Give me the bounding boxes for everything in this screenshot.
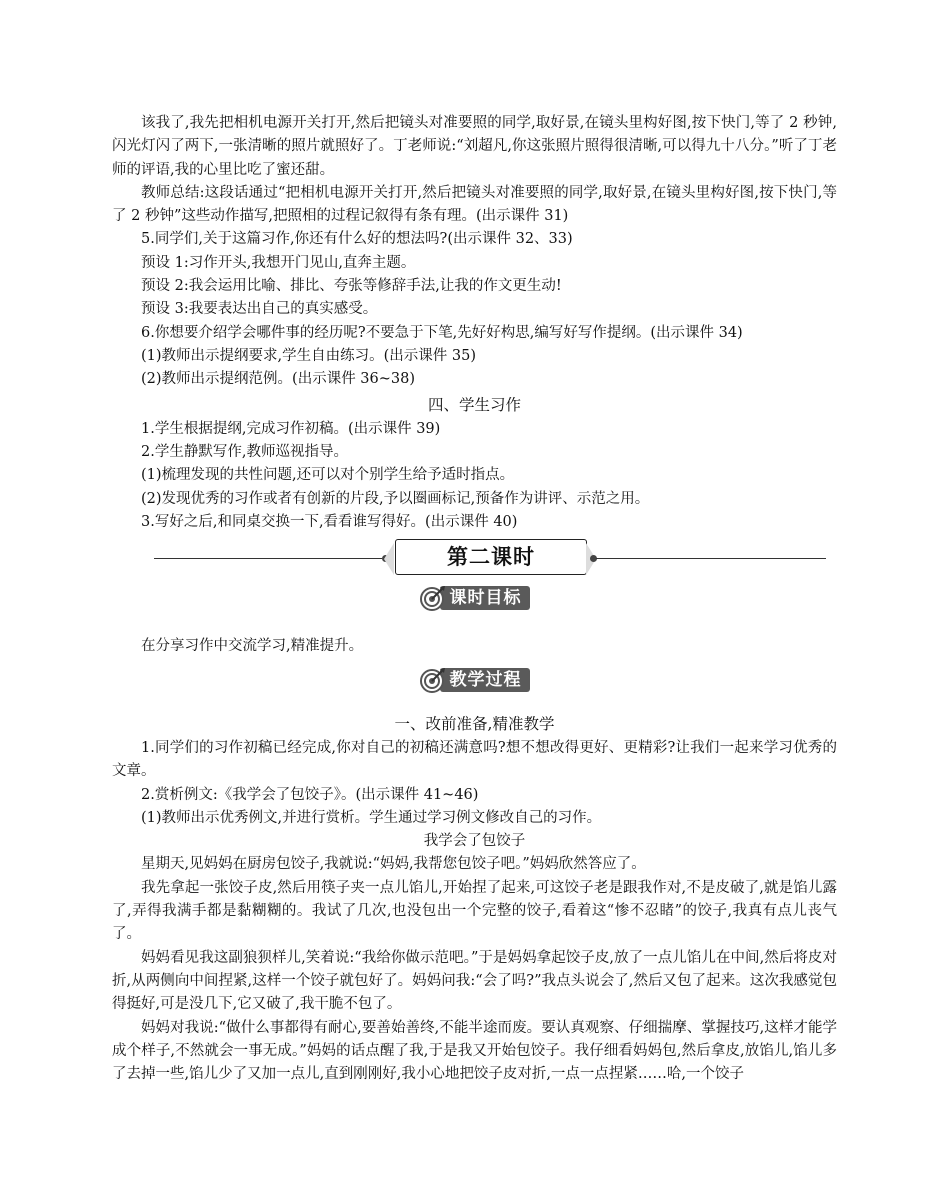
section-heading: 一、改前准备,精准教学 [394, 714, 555, 733]
paragraph: 1.学生根据提纲,完成习作初稿。(出示课件 39) [141, 420, 441, 437]
divider-wing-left [384, 543, 394, 575]
paragraph: 教师总结:这段话通过“把相机电源开关打开,然后把镜头对准要照的同学,取好景,在镜头里构好图,按下快门,等了 2 秒钟”这些动作描写,把照相的过程记叙得有条有理。(出示课件 31) [112, 184, 837, 225]
process-tag [112, 667, 837, 693]
process-tag-label: 教学过程 [440, 668, 530, 692]
paragraph: 预设 2:我会运用比喻、排比、夸张等修辞手法,让我的作文更生动! [141, 278, 562, 295]
paragraph: 5.同学们,关于这篇习作,你还有什么好的想法吗?(出示课件 32、33) [141, 231, 573, 248]
paragraph: 该我了,我先把相机电源开关打开,然后把镜头对准要照的同学,取好景,在镜头里构好图,按下快门,等了 2 秒钟,闪光灯闪了两下,一张清晰的照片就照好了。丁老师说:“刘超凡,你这张照片照得很清晰,可以得九十八分。”听了丁老师的评语,我的心里比吃了蜜还甜。 [112, 115, 837, 178]
paragraph: (1)教师出示提纲要求,学生自由练习。(出示课件 35) [141, 347, 477, 364]
essay-paragraph: 妈妈看见我这副狼狈样儿,笑着说:“我给你做示范吧。”于是妈妈拿起饺子皮,放了一点儿馅儿在中间,然后将皮对折,从两侧向中间捏紧,这样一个饺子就包好了。妈妈问我:“会了吗?”我点头说会了,然后又包了起来。这次我感觉包得挺好,可是没几下,它又破了,我干脆不包了。 [112, 949, 837, 1013]
paragraph: 1.同学们的习作初稿已经完成,你对自己的初稿还满意吗?想不想改得更好、更精彩?让我们一起来学习优秀的文章。 [112, 739, 837, 780]
goal-text: 在分享习作中交流学习,精准提升。 [141, 638, 364, 655]
paragraph: (1)教师出示优秀例文,并进行赏析。学生通过学习例文修改自己的习作。 [141, 809, 602, 826]
paragraph: 预设 1:习作开头,我想开门见山,直奔主题。 [141, 254, 416, 271]
paragraph: 预设 3:我要表达出自己的真实感受。 [141, 301, 378, 318]
lesson-banner: 第二课时 [395, 539, 587, 575]
paragraph: 2.学生静默写作,教师巡视指导。 [141, 444, 348, 461]
paragraph: (2)教师出示提纲范例。(出示课件 36~38) [141, 371, 416, 388]
paragraph: 3.写好之后,和同桌交换一下,看看谁写得好。(出示课件 40) [141, 514, 518, 531]
lesson-divider [112, 537, 837, 581]
target-icon [420, 585, 446, 611]
divider-line-right [596, 558, 826, 559]
paragraph: (1)梳理发现的共性问题,还可以对个别学生给予适时指点。 [141, 467, 515, 484]
essay-title: 我学会了包饺子 [423, 833, 526, 850]
essay-paragraph: 我先拿起一张饺子皮,然后用筷子夹一点儿馅儿,开始捏了起来,可这饺子老是跟我作对,不是皮破了,就是馅儿露了,弄得我满手都是黏糊糊的。我试了几次,也没包出一个完整的饺子,看着这“惨不忍睹”的饺子,我真有点儿丧气了。 [112, 879, 837, 943]
paragraph: (2)发现优秀的习作或者有创新的片段,予以圈画标记,预备作为讲评、示范之用。 [141, 490, 650, 507]
goal-tag [112, 585, 837, 611]
paragraph: 6.你想要介绍学会哪件事的经历呢?不要急于下笔,先好好构思,编写好写作提纲。(出示课件 34) [141, 324, 743, 341]
target-icon [420, 667, 446, 693]
section-heading: 四、学生习作 [427, 395, 521, 414]
goal-tag-label: 课时目标 [440, 586, 530, 610]
essay-paragraph: 妈妈对我说:“做什么事都得有耐心,要善始善终,不能半途而废。要认真观察、仔细揣摩、掌握技巧,这样才能学成个样子,不然就会一事无成。”妈妈的话点醒了我,于是我又开始包饺子。我仔细看妈妈包,然后拿皮,放馅儿,馅儿多了去掉一些,馅儿少了又加一点儿,直到刚刚好,我小心地把饺子皮对折,一点一点捏紧……哈,一个饺子 [112, 1019, 837, 1083]
paragraph: 2.赏析例文:《我学会了包饺子》。(出示课件 41~46) [141, 786, 479, 803]
document-page [112, 112, 837, 1086]
essay-paragraph: 星期天,见妈妈在厨房包饺子,我就说:“妈妈,我帮您包饺子吧。”妈妈欣然答应了。 [141, 856, 646, 873]
divider-line-left [154, 558, 382, 559]
